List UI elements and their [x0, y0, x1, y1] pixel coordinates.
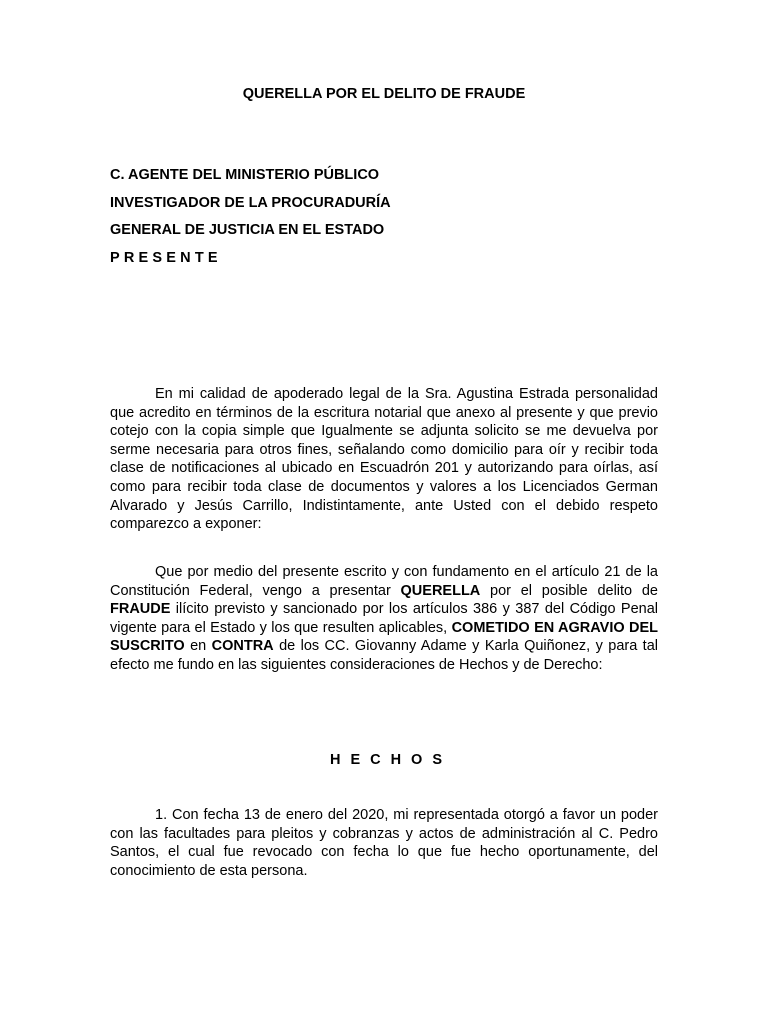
addressee-presente: PRESENTE — [110, 249, 222, 266]
paragraph-querella-text-1: Que por medio del presente escrito y con fundamento en el artículo 21 de la Constitución Federal, vengo a presentar — [110, 564, 658, 599]
addressee-line-3: GENERAL DE JUSTICIA EN EL ESTADO — [110, 222, 385, 238]
paragraph-querella-text-3: ilícito previsto y sancionado por los artículos 386 y 387 del Código Penal vigente para el Estado y los que resulten aplicables, — [110, 601, 658, 636]
paragraph-querella-text-2: por el posible delito de — [480, 582, 658, 599]
paragraph-querella — [110, 563, 658, 675]
bold-cometido: COMETIDO EN AGRAVIO DEL SUSCRITO — [110, 619, 659, 655]
bold-fraude: FRAUDE — [110, 601, 171, 618]
paragraph-querella-text-5: de los CC. Giovanny Adame y Karla Quiñonez, y para tal efecto me fundo en las siguientes consideraciones de Hechos y de Derecho: — [110, 638, 658, 673]
document-title: QUERELLA POR EL DELITO DE FRAUDE — [242, 86, 526, 102]
addressee-line-1: C. AGENTE DEL MINISTERIO PÚBLICO — [110, 167, 380, 183]
paragraph-querella-text-4: en — [184, 638, 212, 655]
addressee-line-2: INVESTIGADOR DE LA PROCURADURÍA — [110, 194, 391, 211]
section-heading-hechos: HECHOS — [329, 752, 453, 768]
bold-contra: CONTRA — [211, 638, 274, 655]
bold-querella: QUERELLA — [400, 582, 481, 599]
paragraph-hecho-1: 1. Con fecha 13 de enero del 2020, mi representada otorgó a favor un poder con las facultades para pleitos y cobranzas y actos de administración al C. Pedro Santos, el cual fue revocado con fecha lo que fue hecho oportunamente, del conocimiento de esta persona. — [110, 807, 658, 879]
paragraph-apoderado: En mi calidad de apoderado legal de la Sra. Agustina Estrada personalidad que acredito en términos de la escritura notarial que anexo al presente y que previo cotejo con la copia simple que Igualmente se adjunta solicito se me devuelva por serme necesaria para otros fines, señalando como domicilio para oír y recibir toda clase de notificaciones al ubicado en Escuadrón 201 y autorizando para oírlas, así como para recibir toda clase de documentos y valores a los Licenciados German Alvarado y Jesús Carrillo, Indistintamente, ante Usted con el debido respeto comparezco a exponer: — [110, 386, 658, 533]
addressee-block — [110, 166, 670, 276]
